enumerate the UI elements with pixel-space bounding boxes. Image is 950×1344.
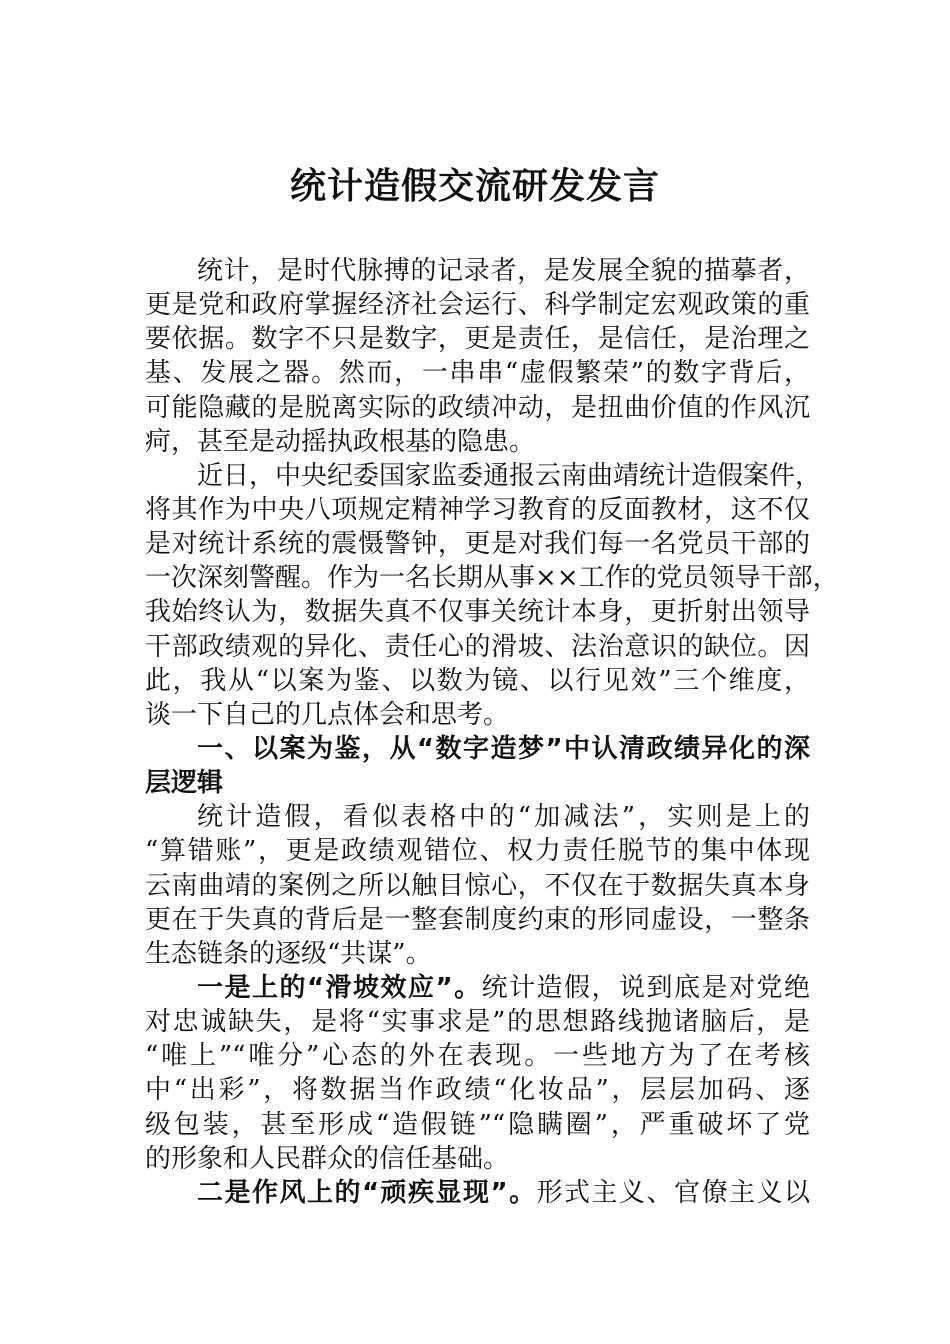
- paragraph-line: 生态链条的逐级“共谋”。: [145, 938, 432, 969]
- paragraph-line: 近日，中央纪委国家监委通报云南曲靖统计造假案件，: [197, 460, 822, 491]
- paragraph-line: 中“出彩”，将数据当作政绩“化妆品”，层层加码、逐: [145, 1075, 810, 1106]
- point-two-line: [145, 1176, 810, 1210]
- paragraph-line: 更是党和政府掌握经济社会运行、科学制定宏观政策的重: [145, 290, 810, 321]
- document-body: [145, 254, 839, 1210]
- paragraph-line: 一次深刻警醒。作为一名长期从事××工作的党员领导干部，: [145, 563, 839, 594]
- paragraph-line: 更在于失真的背后是一整套制度约束的形同虚设，一整条: [145, 904, 810, 935]
- paragraph-line: 级包装，甚至形成“造假链”“隐瞒圈”，严重破坏了党: [145, 1109, 810, 1140]
- paragraph-line: 对忠诚缺失，是将“实事求是”的思想路线抛诸脑后，是: [145, 1007, 810, 1038]
- paragraph-line: 统计，是时代脉搏的记录者，是发展全貌的描摹者，: [197, 256, 810, 286]
- paragraph-line: 疴，甚至是动摇执政根基的隐患。: [145, 426, 536, 457]
- section-heading-line: 层逻辑: [145, 768, 224, 799]
- paragraph-line: 要依据。数字不只是数字，更是责任，是信任，是治理之: [145, 324, 810, 355]
- paragraph-line: 干部政绩观的异化、责任心的滑坡、法治意识的缺位。因: [145, 631, 810, 662]
- paragraph-line: 云南曲靖的案例之所以触目惊心，不仅在于数据失真本身: [145, 870, 810, 901]
- paragraph-line: “唯上”“唯分”心态的外在表现。一些地方为了在考核: [145, 1041, 810, 1072]
- paragraph-line: 是对统计系统的震慑警钟，更是对我们每一名党员干部的: [145, 529, 810, 560]
- paragraph-line: 此，我从“以案为鉴、以数为镜、以行见效”三个维度，: [145, 665, 810, 696]
- point-one-line: [145, 971, 810, 1005]
- point-one-lead: 一是上的“滑坡效应”。: [197, 972, 482, 1003]
- point-two-lead: 二是作风上的“顽疾显现”。: [197, 1177, 537, 1208]
- section-heading-line: 一、以案为鉴，从“数字造梦”中认清政绩异化的深: [197, 733, 810, 764]
- paragraph-line: 基、发展之器。然而，一串串“虚假繁荣”的数字背后，: [145, 358, 810, 389]
- paragraph-line: “算错账”，更是政绩观错位、权力责任脱节的集中体现: [145, 836, 810, 867]
- paragraph-line: 可能隐藏的是脱离实际的政绩冲动，是扭曲价值的作风沉: [145, 392, 810, 423]
- point-one-text: 统计造假，说到底是对党绝: [481, 972, 810, 1003]
- paragraph-line: 的形象和人民群众的信任基础。: [145, 1143, 510, 1174]
- paragraph-line: 统计造假，看似表格中的“加减法”，实则是上的: [197, 802, 810, 833]
- paragraph-line: 将其作为中央八项规定精神学习教育的反面教材，这不仅: [145, 494, 810, 525]
- point-two-text: 形式主义、官僚主义以: [536, 1177, 810, 1208]
- paragraph-line: 谈一下自己的几点体会和思考。: [145, 699, 510, 730]
- paragraph-line: 我始终认为，数据失真不仅事关统计本身，更折射出领导: [145, 597, 810, 628]
- document-title: 统计造假交流研发发言: [289, 165, 660, 207]
